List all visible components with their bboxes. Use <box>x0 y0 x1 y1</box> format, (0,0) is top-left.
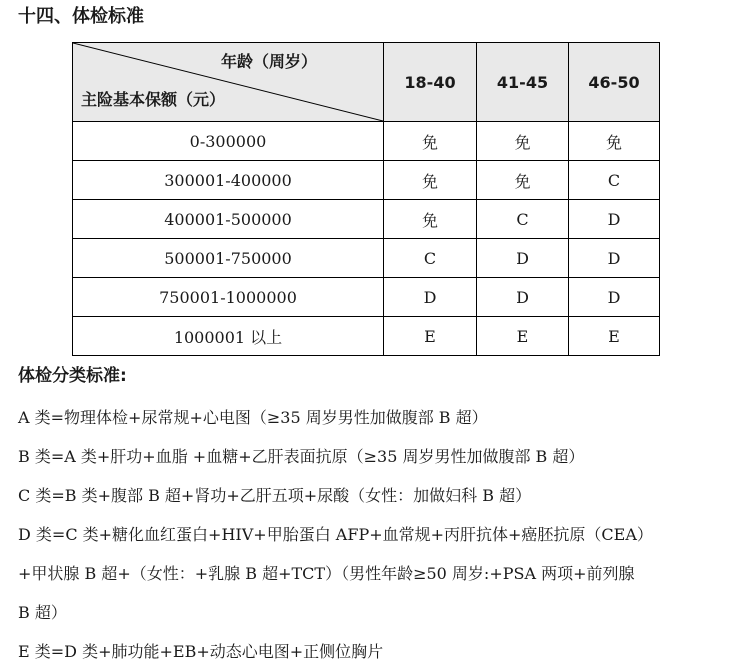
exam-level-cell: D <box>477 278 569 317</box>
exam-level-cell: D <box>477 239 569 278</box>
exam-level-cell: 免 <box>384 200 477 239</box>
exam-level-cell: E <box>569 317 660 356</box>
table-row <box>73 239 660 278</box>
header-age-label: 年龄（周岁） <box>221 52 318 71</box>
exam-level-cell: D <box>569 239 660 278</box>
table-header-row <box>73 43 660 122</box>
header-amount-label: 主险基本保额（元） <box>81 90 226 109</box>
amount-range-cell: 400001-500000 <box>73 200 384 239</box>
exam-level-cell: E <box>477 317 569 356</box>
table-row <box>73 278 660 317</box>
exam-standard-table <box>72 42 660 356</box>
amount-range-cell: 1000001 以上 <box>73 317 384 356</box>
diagonal-header-cell <box>73 43 384 122</box>
exam-level-cell: C <box>384 239 477 278</box>
exam-level-cell: 免 <box>569 122 660 161</box>
exam-level-cell: D <box>569 278 660 317</box>
exam-level-cell: 免 <box>477 122 569 161</box>
category-line: B 类=A 类+肝功+血脂 +血糖+乙肝表面抗原（≥35 周岁男性加做腹部 B 超） <box>18 447 585 466</box>
table-row <box>73 161 660 200</box>
exam-level-cell: C <box>477 200 569 239</box>
amount-range-cell: 750001-1000000 <box>73 278 384 317</box>
table-row <box>73 122 660 161</box>
age-column-header: 46-50 <box>569 43 660 122</box>
section-heading: 十四、体检标准 <box>18 6 144 27</box>
category-line: E 类=D 类+肺功能+EB+动态心电图+正侧位胸片 <box>18 642 384 661</box>
categories-heading: 体检分类标准: <box>18 366 127 386</box>
exam-level-cell: 免 <box>384 122 477 161</box>
exam-level-cell: E <box>384 317 477 356</box>
exam-level-cell: 免 <box>477 161 569 200</box>
category-line: A 类=物理体检+尿常规+心电图（≥35 周岁男性加做腹部 B 超） <box>18 408 488 427</box>
category-line: +甲状腺 B 超+（女性：+乳腺 B 超+TCT）（男性年龄≥50 周岁:+PSA 两项+前列腺 <box>18 564 635 583</box>
exam-level-cell: D <box>384 278 477 317</box>
amount-range-cell: 500001-750000 <box>73 239 384 278</box>
exam-level-cell: C <box>569 161 660 200</box>
amount-range-cell: 300001-400000 <box>73 161 384 200</box>
age-column-header: 41-45 <box>477 43 569 122</box>
exam-level-cell: D <box>569 200 660 239</box>
amount-range-cell: 0-300000 <box>73 122 384 161</box>
table-row <box>73 200 660 239</box>
category-line: D 类=C 类+糖化血红蛋白+HIV+甲胎蛋白 AFP+血常规+丙肝抗体+癌胚抗原（CEA） <box>18 525 653 544</box>
exam-level-cell: 免 <box>384 161 477 200</box>
table-row <box>73 317 660 356</box>
age-column-header: 18-40 <box>384 43 477 122</box>
category-line: B 超） <box>18 603 67 622</box>
category-line: C 类=B 类+腹部 B 超+肾功+乙肝五项+尿酸（女性：加做妇科 B 超） <box>18 486 532 505</box>
category-descriptions <box>18 398 738 671</box>
